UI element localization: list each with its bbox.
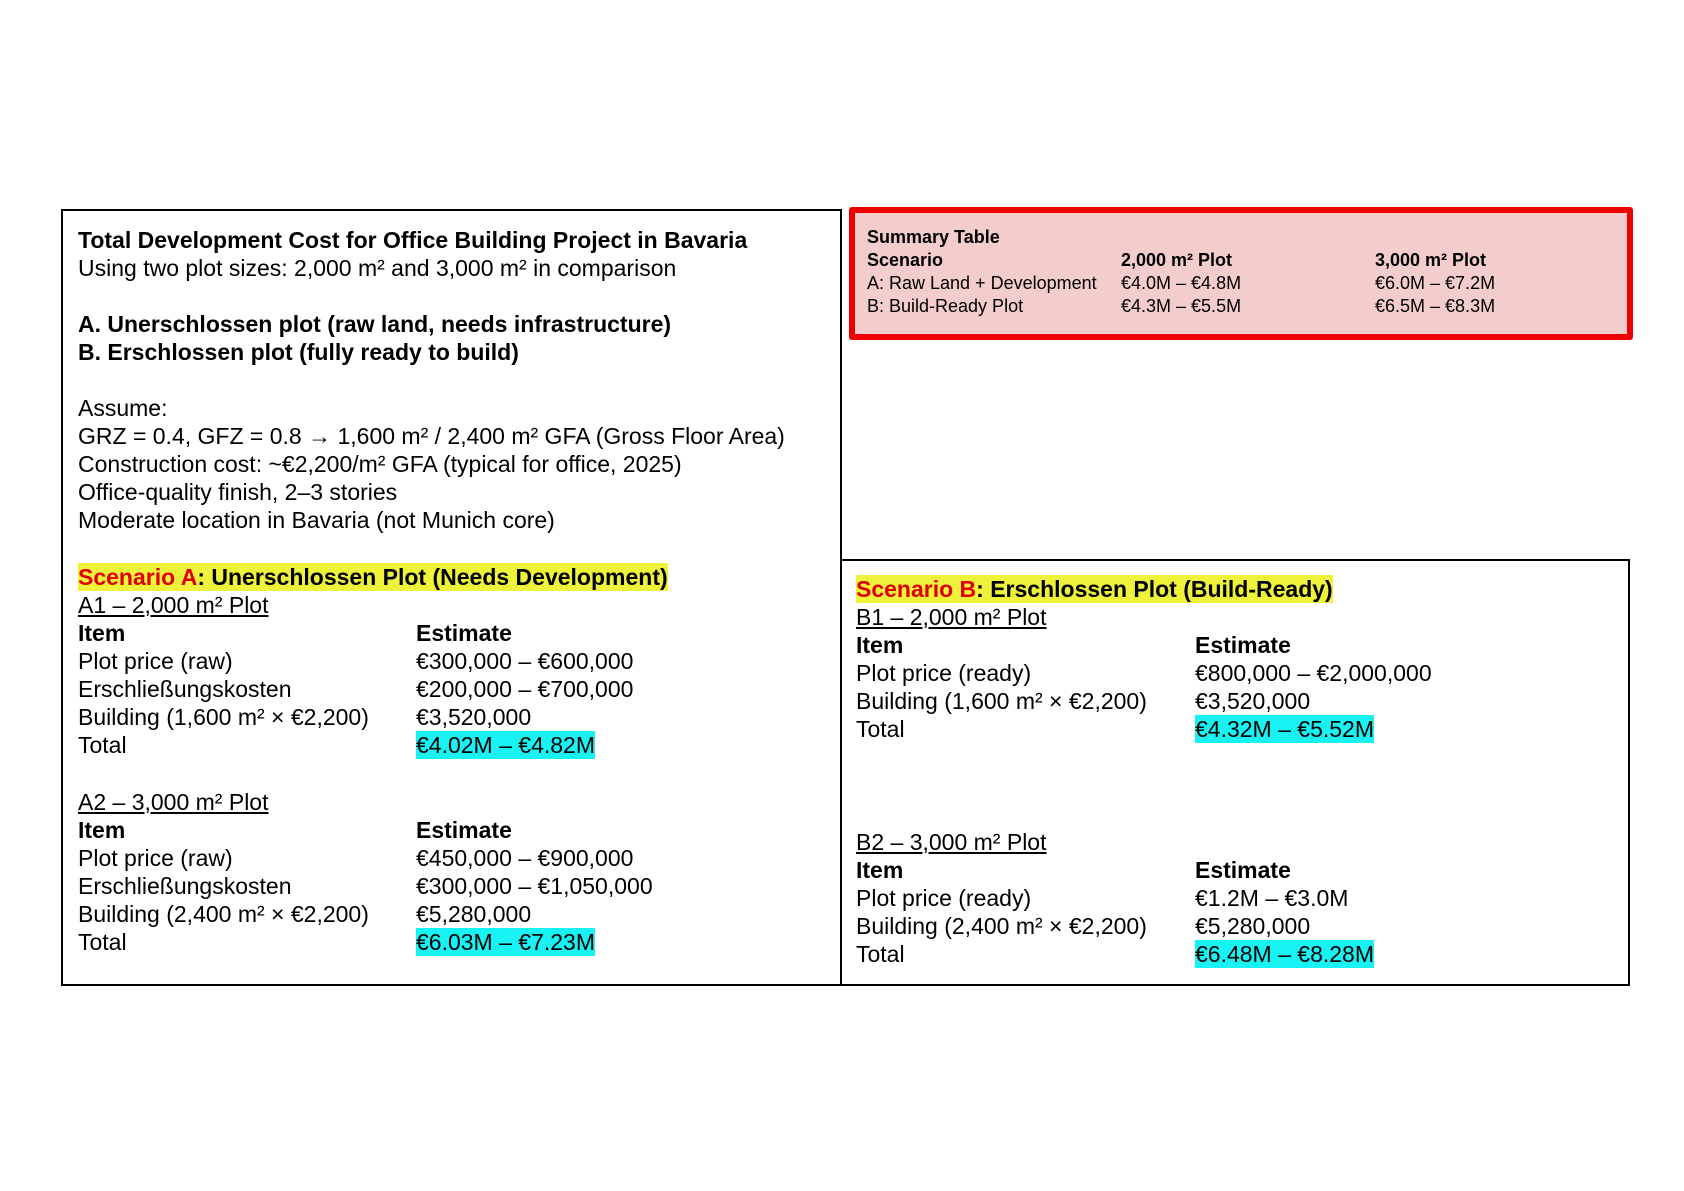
summary-cell: €4.0M – €4.8M <box>1121 273 1242 293</box>
b1-col-item: Item <box>856 632 904 658</box>
table-row-estimate: €3,520,000 <box>1195 688 1311 714</box>
table-row-estimate: €3,520,000 <box>416 704 532 730</box>
a2-heading: A2 – 3,000 m² Plot <box>78 789 269 815</box>
option-a-heading: A. Unerschlossen plot (raw land, needs infrastructure) <box>78 311 672 337</box>
b2-col-item: Item <box>856 857 904 883</box>
table-row-item: Building (1,600 m² × €2,200) <box>78 704 369 730</box>
table-row-estimate: €300,000 – €600,000 <box>416 648 634 674</box>
table-row-estimate: €200,000 – €700,000 <box>416 676 634 702</box>
a2-col-estimate: Estimate <box>416 817 512 843</box>
scenario-b-label: Scenario B <box>856 576 977 602</box>
b2-col-estimate: Estimate <box>1195 857 1291 883</box>
b1-heading: B1 – 2,000 m² Plot <box>856 604 1047 630</box>
assumption-item: GRZ = 0.4, GFZ = 0.8 → 1,600 m² / 2,400 m² GFA (Gross Floor Area) <box>78 423 785 449</box>
b1-total-estimate: €4.32M – €5.52M <box>1195 716 1375 742</box>
table-row-item: Total <box>78 732 127 758</box>
option-b-heading: B. Erschlossen plot (fully ready to build) <box>78 339 519 365</box>
summary-cell: B: Build-Ready Plot <box>867 296 1024 316</box>
summary-cell: A: Raw Land + Development <box>867 273 1097 293</box>
table-row-item: Building (2,400 m² × €2,200) <box>856 913 1147 939</box>
summary-title: Summary Table <box>867 227 1000 247</box>
a2-total-estimate: €6.03M – €7.23M <box>416 929 596 955</box>
scenario-a-label: Scenario A <box>78 564 198 590</box>
table-row-item: Plot price (ready) <box>856 660 1032 686</box>
summary-cell: €6.5M – €8.3M <box>1375 296 1496 316</box>
a1-heading: A1 – 2,000 m² Plot <box>78 592 269 618</box>
table-row-item: Building (2,400 m² × €2,200) <box>78 901 369 927</box>
assume-label: Assume: <box>78 395 168 421</box>
scenario-a-heading <box>78 563 668 591</box>
summary-header-3000: 3,000 m² Plot <box>1375 250 1487 270</box>
scenario-b-heading <box>856 575 1333 603</box>
table-row-estimate: €5,280,000 <box>1195 913 1311 939</box>
document-subtitle: Using two plot sizes: 2,000 m² and 3,000 m² in comparison <box>78 255 677 281</box>
table-row-item: Plot price (raw) <box>78 648 233 674</box>
assumption-item: Construction cost: ~€2,200/m² GFA (typical for office, 2025) <box>78 451 682 477</box>
assumption-item: Office-quality finish, 2–3 stories <box>78 479 398 505</box>
summary-header-scenario: Scenario <box>867 250 944 270</box>
table-row-item: Building (1,600 m² × €2,200) <box>856 688 1147 714</box>
a2-col-item: Item <box>78 817 126 843</box>
table-row-item: Plot price (ready) <box>856 885 1032 911</box>
table-row-item: Total <box>856 716 905 742</box>
table-row-estimate: €450,000 – €900,000 <box>416 845 634 871</box>
summary-cell: €4.3M – €5.5M <box>1121 296 1242 316</box>
document-title: Total Development Cost for Office Building Project in Bavaria <box>78 227 748 253</box>
table-row-estimate: €300,000 – €1,050,000 <box>416 873 653 899</box>
table-row-item: Erschließungskosten <box>78 676 292 702</box>
b1-col-estimate: Estimate <box>1195 632 1291 658</box>
a1-total-estimate: €4.02M – €4.82M <box>416 732 596 758</box>
table-row-item: Total <box>856 941 905 967</box>
scenario-b-title: : Erschlossen Plot (Build-Ready) <box>976 576 1333 602</box>
summary-header-2000: 2,000 m² Plot <box>1121 250 1233 270</box>
table-row-item: Plot price (raw) <box>78 845 233 871</box>
a1-col-item: Item <box>78 620 126 646</box>
b2-total-estimate: €6.48M – €8.28M <box>1195 941 1375 967</box>
scenario-a-title: : Unerschlossen Plot (Needs Development) <box>197 564 668 590</box>
summary-cell: €6.0M – €7.2M <box>1375 273 1496 293</box>
a1-col-estimate: Estimate <box>416 620 512 646</box>
table-row-item: Erschließungskosten <box>78 873 292 899</box>
table-row-estimate: €1.2M – €3.0M <box>1195 885 1349 911</box>
b2-heading: B2 – 3,000 m² Plot <box>856 829 1047 855</box>
table-row-estimate: €800,000 – €2,000,000 <box>1195 660 1432 686</box>
assumption-item: Moderate location in Bavaria (not Munich core) <box>78 507 555 533</box>
table-row-estimate: €5,280,000 <box>416 901 532 927</box>
table-row-item: Total <box>78 929 127 955</box>
